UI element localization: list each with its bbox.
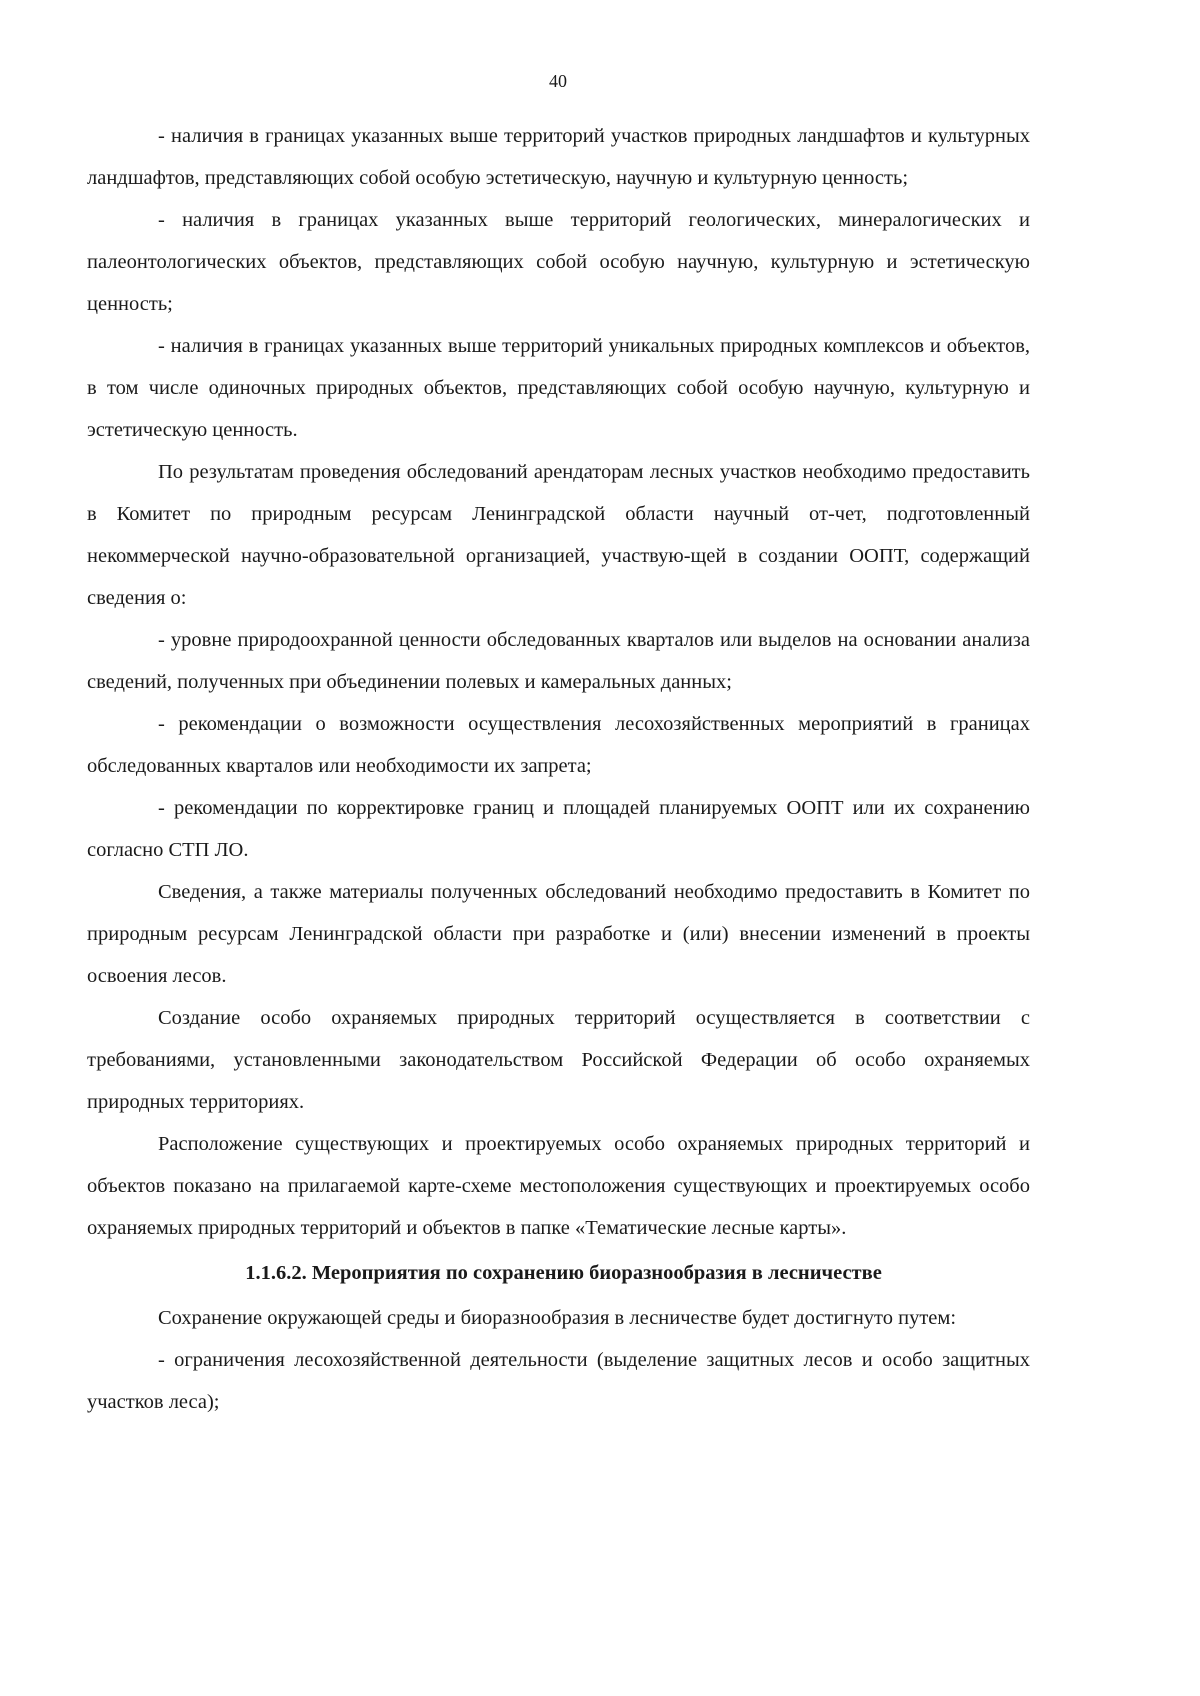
paragraph-protected-areas-creation: Создание особо охраняемых природных территорий осуществляется в соответствии с требованиями, установленными законодательством Российской Федерации об особо охраняемых природных территориях. xyxy=(87,1007,1030,1113)
page-number: 40 xyxy=(549,71,567,91)
paragraph-unique-complexes: - наличия в границах указанных выше территорий уникальных природных комплексов и объектов, в том числе одиночных природных объектов, представляющих собой особую научную, культурную и эстетическую ценность. xyxy=(87,335,1030,441)
paragraph-landscapes: - наличия в границах указанных выше территорий участков природных ландшафтов и культурных ландшафтов, представляющих собой особую эстетическую, научную и культурную ценность; xyxy=(87,125,1030,189)
paragraph-forestry-restriction: - ограничения лесохозяйственной деятельности (выделение защитных лесов и особо защитных участков леса); xyxy=(87,1349,1030,1413)
paragraph-protected-areas-location: Расположение существующих и проектируемых особо охраняемых природных территорий и объектов показано на прилагаемой карте-схеме местоположения существующих и проектируемых особо охраняемых природных территорий и объектов в папке «Тематические лесные карты». xyxy=(87,1133,1030,1239)
paragraph-submission-requirements: Сведения, а также материалы полученных обследований необходимо предоставить в Комитет по природным ресурсам Ленинградской области при разработке и (или) внесении изменений в проекты освоения лесов. xyxy=(87,881,1030,987)
document-body xyxy=(87,115,1030,1423)
paragraph-forestry-recommendations: - рекомендации о возможности осуществления лесохозяйственных мероприятий в границах обследованных кварталов или необходимости их запрета; xyxy=(87,713,1030,777)
paragraph-survey-results: По результатам проведения обследований арендаторам лесных участков необходимо предоставить в Комитет по природным ресурсам Ленинградской области научный от-чет, подготовленный некоммерческой научно-образовательной организацией, участвую-щей в создании ООПТ, содержащий сведения о: xyxy=(87,461,1030,609)
paragraph-geological-objects: - наличия в границах указанных выше территорий геологических, минералогических и палеонтологических объектов, представляющих собой особую научную, культурную и эстетическую ценность; xyxy=(87,209,1030,315)
paragraph-conservation-value: - уровне природоохранной ценности обследованных кварталов или выделов на основании анализа сведений, полученных при объединении полевых и камеральных данных; xyxy=(87,629,1030,693)
paragraph-biodiversity-intro: Сохранение окружающей среды и биоразнообразия в лесничестве будет достигнуто путем: xyxy=(158,1307,957,1329)
section-heading: 1.1.6.2. Мероприятия по сохранению биоразнообразия в лесничестве xyxy=(245,1262,882,1284)
paragraph-boundary-recommendations: - рекомендации по корректировке границ и площадей планируемых ООПТ или их сохранению согласно СТП ЛО. xyxy=(87,797,1030,861)
